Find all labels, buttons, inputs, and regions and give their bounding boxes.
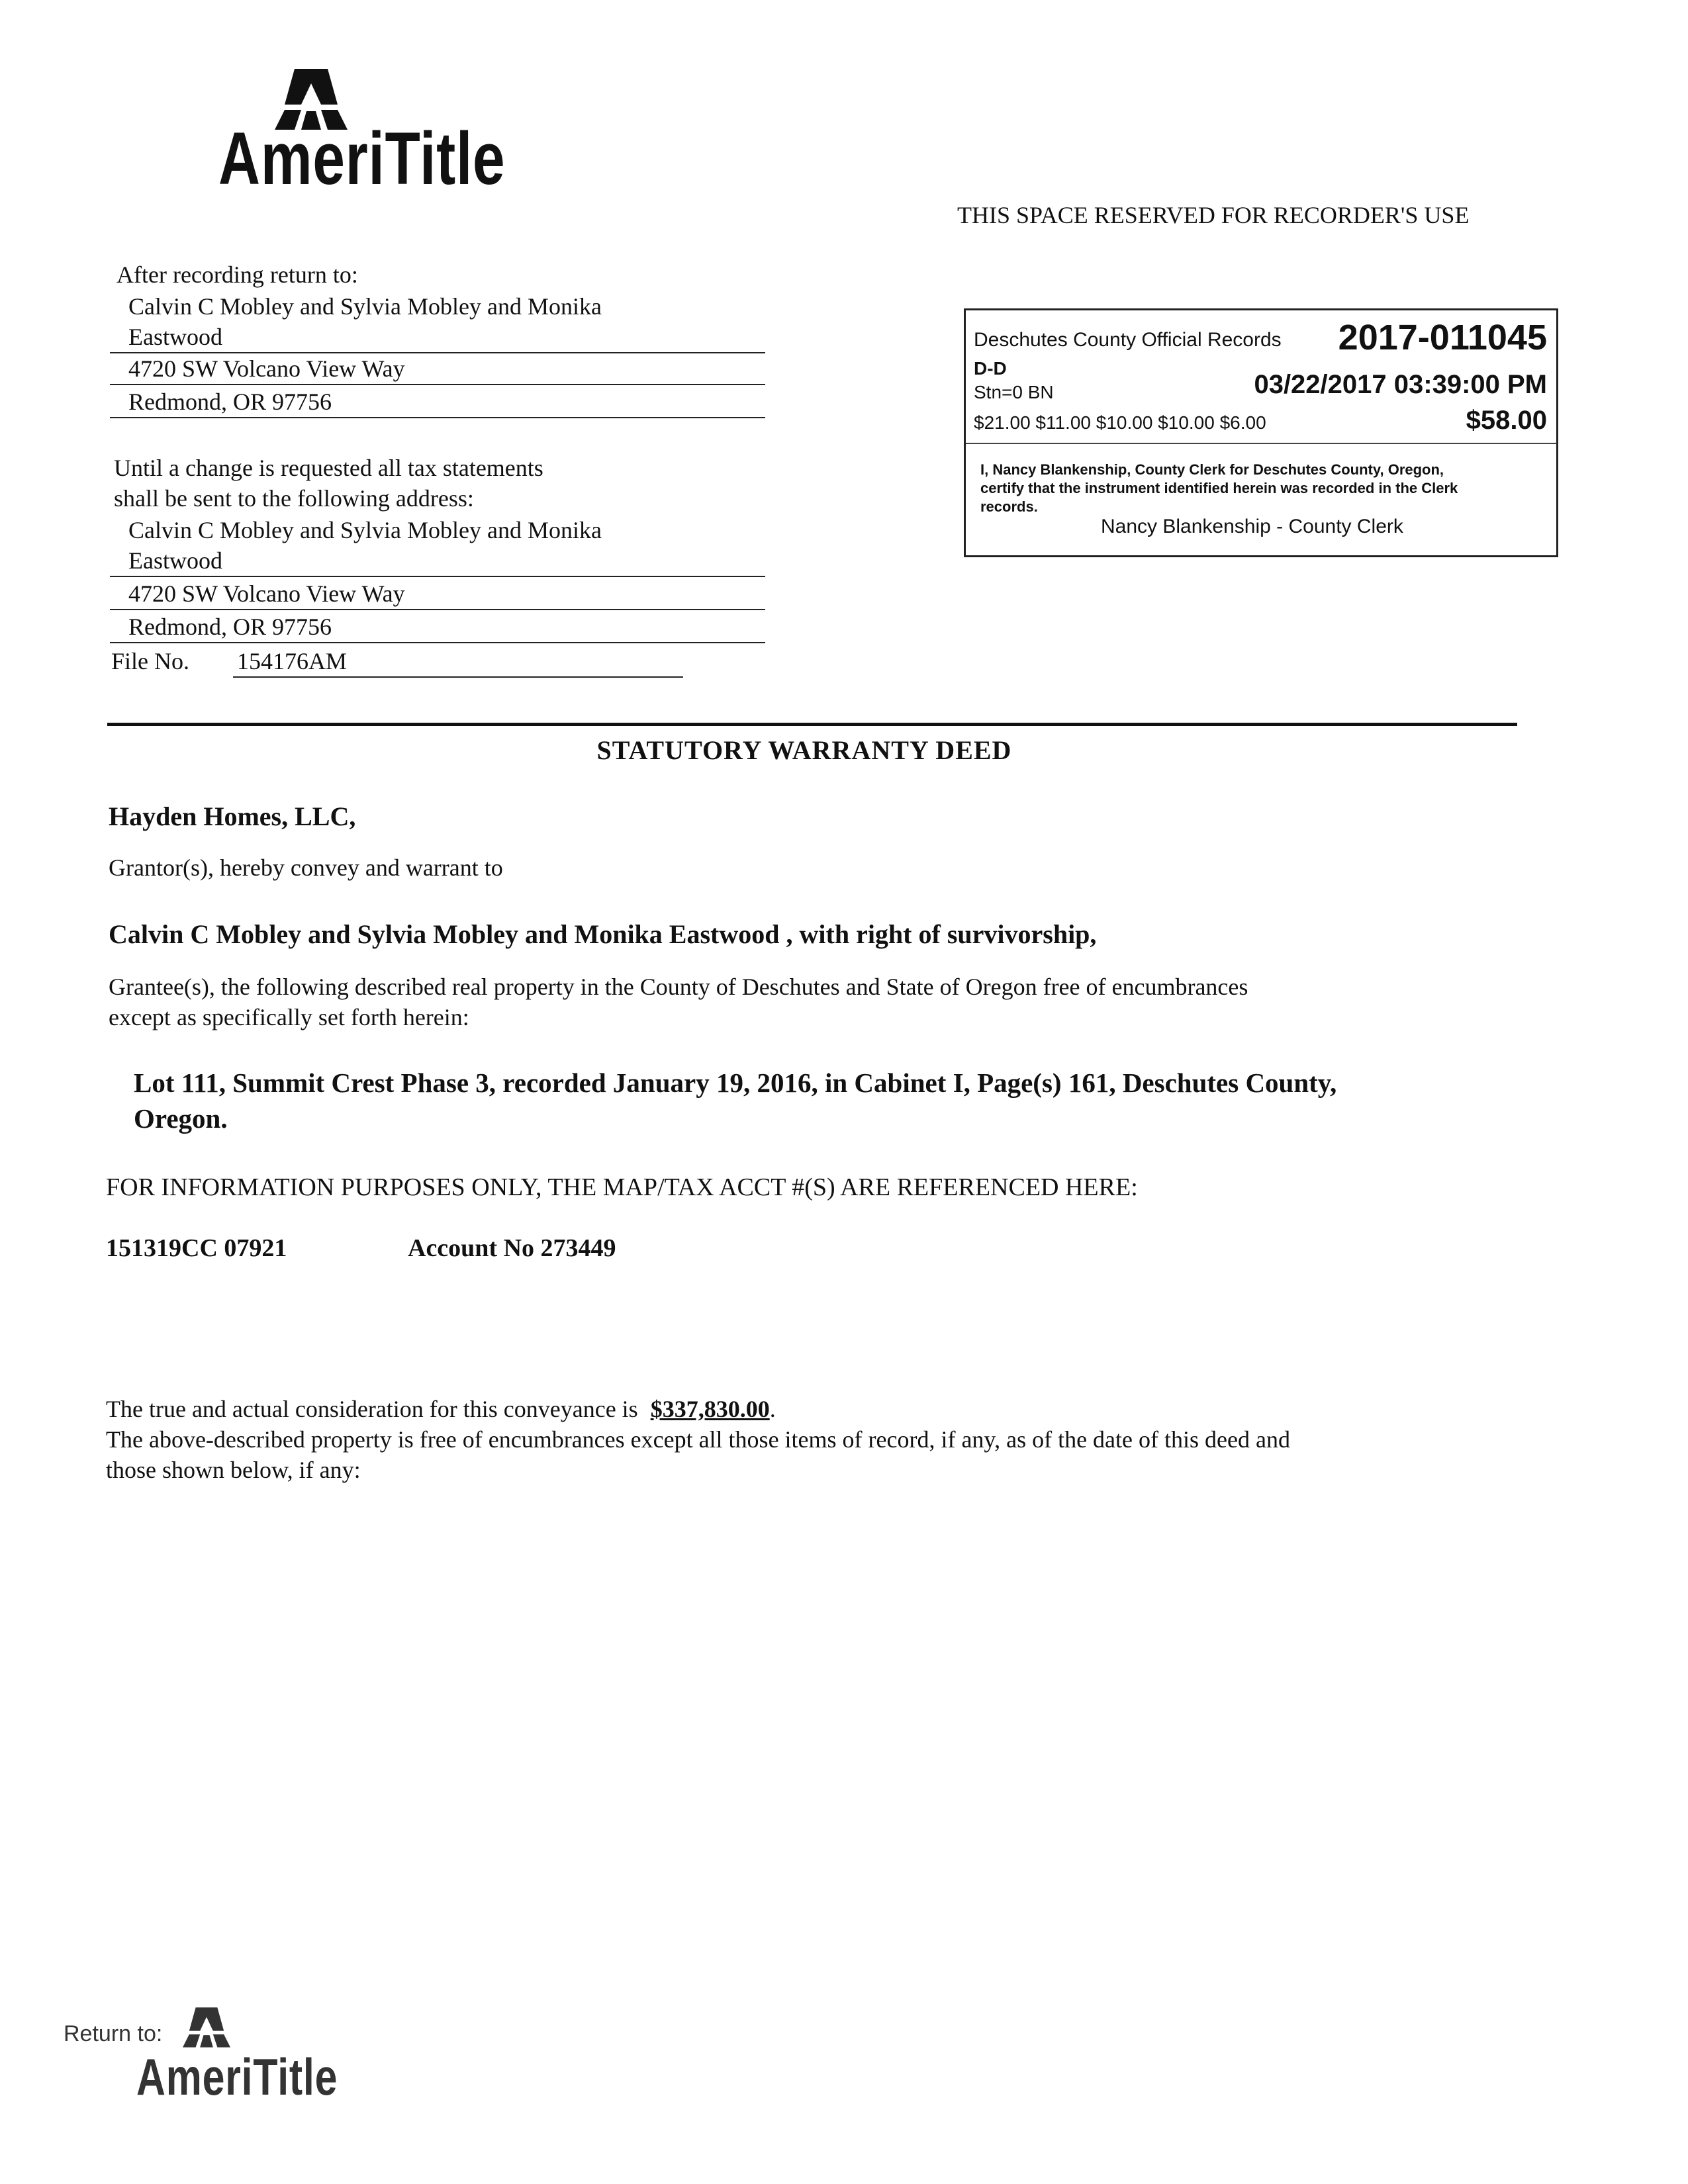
tax-name-line2: Eastwood xyxy=(110,545,765,577)
tax-city: Redmond, OR 97756 xyxy=(110,612,765,643)
legal-description-line1: Lot 111, Summit Crest Phase 3, recorded January 19, 2016, in Cabinet I, Page(s) 161, Deschutes County, xyxy=(134,1068,1337,1098)
file-no-value: 154176AM xyxy=(233,646,683,678)
consideration-line xyxy=(106,1395,776,1423)
return-label: After recording return to: xyxy=(117,261,358,288)
consideration-amount: $337,830.00 xyxy=(650,1396,770,1422)
tax-street: 4720 SW Volcano View Way xyxy=(110,578,765,610)
record-number: 2017-011045 xyxy=(1338,318,1547,357)
deed-title: STATUTORY WARRANTY DEED xyxy=(596,735,1012,765)
grantor-name: Hayden Homes, LLC, xyxy=(109,801,356,831)
footer-return-label: Return to: xyxy=(64,2021,163,2046)
station: Stn=0 BN xyxy=(974,382,1054,402)
footer-return-stamp xyxy=(64,2004,368,2110)
return-name-line2: Eastwood xyxy=(110,322,765,353)
info-purposes-line: FOR INFORMATION PURPOSES ONLY, THE MAP/TAX ACCT #(S) ARE REFERENCED HERE: xyxy=(106,1173,1138,1201)
fee-total: $58.00 xyxy=(1466,406,1547,435)
file-no-label: File No. xyxy=(111,648,190,674)
stamp-divider xyxy=(966,443,1556,444)
certify-line1: I, Nancy Blankenship, County Clerk for Deschutes County, Oregon, xyxy=(980,461,1444,478)
grantee-clause-line1: Grantee(s), the following described real property in the County of Deschutes and State of Oregon free of encumbrances xyxy=(109,974,1248,1000)
clerk-signature: Nancy Blankenship - County Clerk xyxy=(1101,516,1403,537)
certify-line2: certify that the instrument identified herein was recorded in the Clerk xyxy=(980,480,1458,496)
return-name-line1: Calvin C Mobley and Sylvia Mobley and Monika xyxy=(128,293,602,320)
consideration-suffix: . xyxy=(769,1396,776,1422)
brand-wordmark: AmeriTitle xyxy=(218,117,506,200)
certify-line3: records. xyxy=(980,498,1038,515)
grantee-clause-line2: except as specifically set forth herein: xyxy=(109,1004,469,1030)
tax-label-line1: Until a change is requested all tax statements xyxy=(114,455,543,481)
return-street: 4720 SW Volcano View Way xyxy=(110,353,765,385)
record-datetime: 03/22/2017 03:39:00 PM xyxy=(1254,370,1547,399)
grantor-clause: Grantor(s), hereby convey and warrant to xyxy=(109,854,503,881)
map-tax-number: 151319CC 07921 xyxy=(106,1234,287,1262)
ameriTitle-mark-icon-footer xyxy=(183,2004,230,2052)
tax-name-line1: Calvin C Mobley and Sylvia Mobley and Monika xyxy=(128,517,602,543)
encumbrance-line1: The above-described property is free of encumbrances except all those items of record, if any, as of the date of this deed and xyxy=(106,1426,1290,1453)
grantee-name: Calvin C Mobley and Sylvia Mobley and Monika Eastwood , with right of survivorship, xyxy=(109,919,1097,949)
footer-brand-wordmark: AmeriTitle xyxy=(136,2048,338,2106)
fee-list: $21.00 $11.00 $10.00 $10.00 $6.00 xyxy=(974,412,1266,433)
doc-type: D-D xyxy=(974,358,1007,379)
tax-label-line2: shall be sent to the following address: xyxy=(114,485,474,512)
recording-stamp xyxy=(964,308,1558,557)
consideration-prefix: The true and actual consideration for this conveyance is xyxy=(106,1396,638,1422)
legal-description-line2: Oregon. xyxy=(134,1103,228,1134)
recorder-space-notice: THIS SPACE RESERVED FOR RECORDER'S USE xyxy=(957,202,1470,228)
ameriTitle-logo xyxy=(218,64,523,200)
return-city: Redmond, OR 97756 xyxy=(110,387,765,418)
encumbrance-line2: those shown below, if any: xyxy=(106,1457,361,1483)
county-records: Deschutes County Official Records xyxy=(974,329,1282,351)
account-number: Account No 273449 xyxy=(408,1234,616,1262)
section-divider xyxy=(107,723,1517,726)
